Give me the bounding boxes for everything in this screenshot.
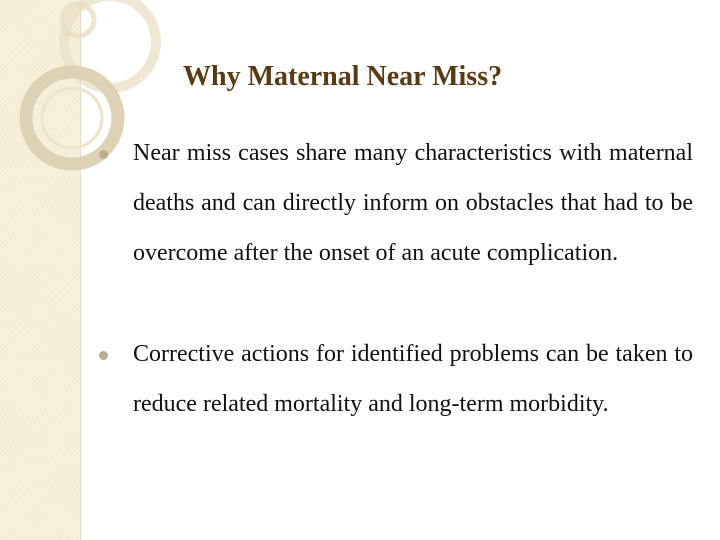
bullet-marker [99,351,108,360]
bullet-text-corrective-actions: Corrective actions for identified problems can be taken to reduce related mortality and long-term morbidity. [133,341,693,417]
slide-title: Why Maternal Near Miss? [183,61,503,92]
decorative-ring-inner [42,88,102,148]
bullet-marker [99,150,108,159]
bullet-text-near-miss-cases: Near miss cases share many characteristics with maternal deaths and can directly inform on obstacles that had to be overcome after the onset of an acute complication. [133,140,693,266]
